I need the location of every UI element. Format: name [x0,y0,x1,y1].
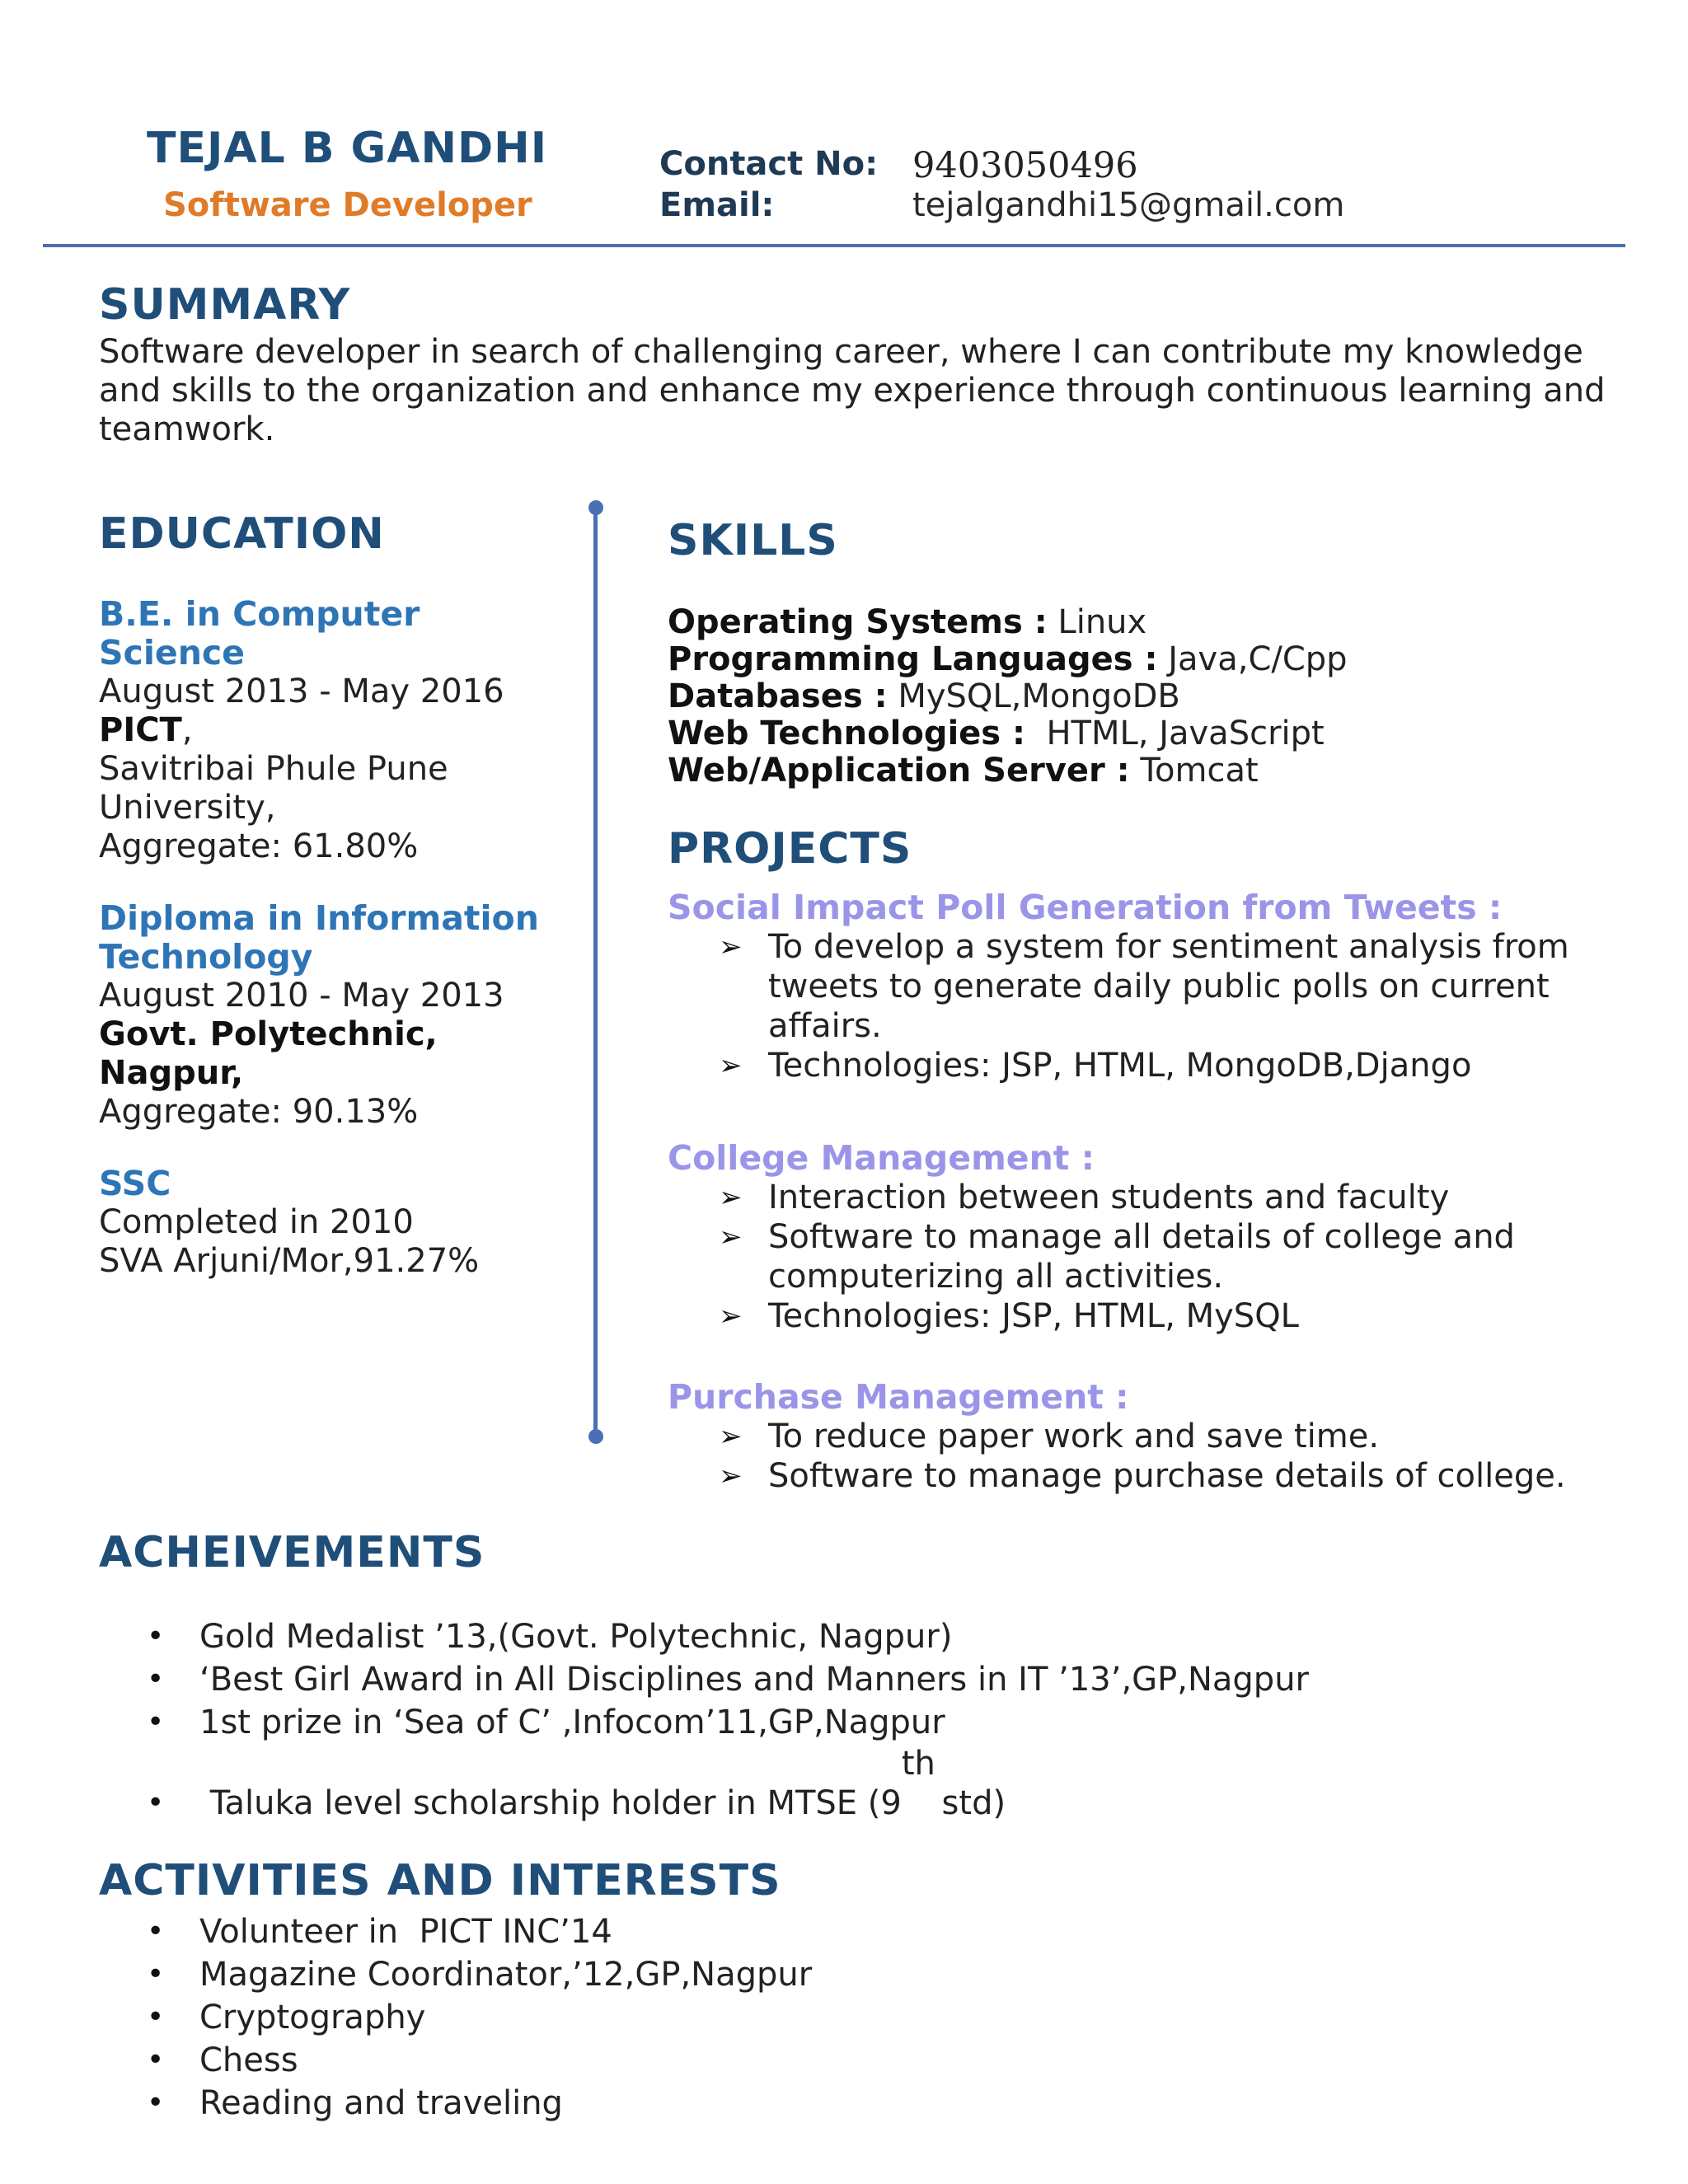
project-point: To reduce paper work and save time. [768,1418,1380,1455]
list-item [668,1217,1615,1296]
achievement-text: Gold Medalist ’13,(Govt. Polytechnic, Nagpur) [199,1618,953,1656]
ordinal-suffix: th [901,1745,935,1783]
arrow-bullet-icon: ➢ [719,930,743,963]
achievement-text: Taluka level scholarship holder in MTSE (9 [199,1784,902,1822]
project-point: To develop a system for sentiment analysis from tweets to generate daily public polls on current affairs. [768,928,1569,1045]
activity-text: Reading and traveling [199,2084,563,2122]
institute-name: Govt. Polytechnic, Nagpur, [99,1015,438,1092]
education-item [99,595,560,866]
skill-row [668,641,1615,678]
project-title: College Management : [668,1138,1095,1178]
divider-bottom-dot [588,1429,603,1444]
activities-heading: ACTIVITIES AND INTERESTS [99,1856,781,1905]
project-point: Software to manage all details of college and computerizing all activities. [768,1218,1515,1296]
list-item [99,2039,1582,2082]
skill-value: HTML, JavaScript [1025,715,1325,752]
email-address[interactable]: tejalgandhi15@gmail.com [912,186,1345,224]
activity-text: Volunteer in PICT INC’14 [199,1913,612,1951]
skill-label: Web Technologies : [668,715,1026,752]
list-item [668,927,1615,1046]
candidate-name: TEJAL B GANDHI [147,124,548,173]
skill-label: Databases : [668,677,888,715]
skill-row [668,752,1615,790]
list-item [99,1910,1582,1953]
education-item [99,1165,560,1281]
list-item [668,1417,1615,1456]
achievement-text: 1st prize in ‘Sea of C’ ,Infocom’11,GP,Nagpur [199,1704,945,1741]
project-item [668,888,1615,1085]
arrow-bullet-icon: ➢ [719,1420,743,1453]
bullet-icon: • [147,2086,165,2120]
project-point: Interaction between students and faculty [768,1179,1450,1216]
skill-value: Tomcat [1129,752,1259,790]
skill-value: Java,C/Cpp [1157,640,1348,678]
list-item [99,1658,1582,1701]
skill-label: Operating Systems : [668,603,1048,641]
project-point: Software to manage purchase details of college. [768,1457,1566,1495]
list-item [99,1615,1582,1658]
achievements-heading: ACHEIVEMENTS [99,1528,485,1577]
bullet-icon: • [147,1786,165,1820]
project-item [668,1139,1615,1336]
project-title: Social Impact Poll Generation from Tweets : [668,888,1503,927]
column-divider [593,508,598,1437]
list-item [99,1701,1582,1744]
list-item [99,1953,1582,1996]
bullet-icon: • [147,1619,165,1653]
skills-list [668,604,1615,790]
contact-label: Contact No: [659,145,879,183]
list-item [668,1046,1615,1085]
activities-list [99,1910,1582,2125]
degree-title: B.E. in Computer Science [99,594,420,673]
arrow-bullet-icon: ➢ [719,1300,743,1333]
achievements-list [99,1615,1582,1825]
degree-dates: August 2010 - May 2013 [99,977,504,1015]
project-points [668,1178,1615,1336]
institute-line [99,711,560,750]
project-point: Technologies: JSP, HTML, MongoDB,Django [768,1047,1472,1085]
superscript [901,1745,935,1825]
arrow-bullet-icon: ➢ [719,1181,743,1214]
activity-text: Chess [199,2041,298,2079]
skill-row [668,715,1615,752]
aggregate: Aggregate: 90.13% [99,1093,419,1131]
bullet-icon: • [147,1915,165,1948]
degree-title: Diploma in Information Technology [99,898,539,977]
list-item [99,2082,1582,2125]
institute-name: PICT [99,711,182,749]
skill-label: Web/Application Server : [668,752,1130,790]
education-list [99,595,560,1281]
list-item [668,1456,1615,1496]
skill-row [668,604,1615,641]
bullet-icon: • [147,1705,165,1739]
bullet-icon: • [147,2000,165,2034]
project-points [668,927,1615,1085]
aggregate: Aggregate: 61.80% [99,827,419,865]
candidate-role: Software Developer [163,186,532,224]
activity-text: Magazine Coordinator,’12,GP,Nagpur [199,1956,813,1994]
project-points [668,1417,1615,1496]
bullet-icon: • [147,1957,165,1991]
project-point: Technologies: JSP, HTML, MySQL [768,1297,1299,1335]
email-label: Email: [659,186,775,224]
activity-text: Cryptography [199,1999,426,2036]
contact-number: 9403050496 [912,145,1138,186]
header-divider [43,244,1625,247]
summary-heading: SUMMARY [99,280,351,330]
list-item [99,1996,1582,2039]
degree-title: SSC [99,1164,171,1203]
skills-heading: SKILLS [668,516,838,565]
degree-dates: August 2013 - May 2016 [99,673,504,710]
skill-value: MySQL,MongoDB [887,677,1180,715]
list-item [668,1178,1615,1217]
summary-text: Software developer in search of challenging career, where I can contribute my knowledge and skills to the organization and enhance my experience through continuous learning and teamwork. [99,333,1606,448]
projects-heading: PROJECTS [668,824,912,874]
arrow-bullet-icon: ➢ [719,1460,743,1493]
achievement-text: ‘Best Girl Award in All Disciplines and Manners in IT ’13’,GP,Nagpur [199,1661,1309,1699]
skill-label: Programming Languages : [668,640,1158,678]
project-title: Purchase Management : [668,1377,1129,1417]
arrow-bullet-icon: ➢ [719,1049,743,1082]
school-result: SVA Arjuni/Mor,91.27% [99,1242,480,1280]
institute-suffix: , [181,711,193,749]
university-name: Savitribai Phule Pune University, [99,750,448,827]
skill-value: Linux [1047,603,1147,641]
completion-year: Completed in 2010 [99,1203,414,1241]
project-item [668,1378,1615,1496]
education-heading: EDUCATION [99,509,385,559]
bullet-icon: • [147,1662,165,1696]
education-item [99,899,560,1132]
arrow-bullet-icon: ➢ [719,1221,743,1254]
achievement-text-suffix: std) [931,1784,1006,1822]
list-item [668,1296,1615,1336]
skill-row [668,678,1615,715]
list-item [99,1745,1582,1825]
bullet-icon: • [147,2043,165,2077]
